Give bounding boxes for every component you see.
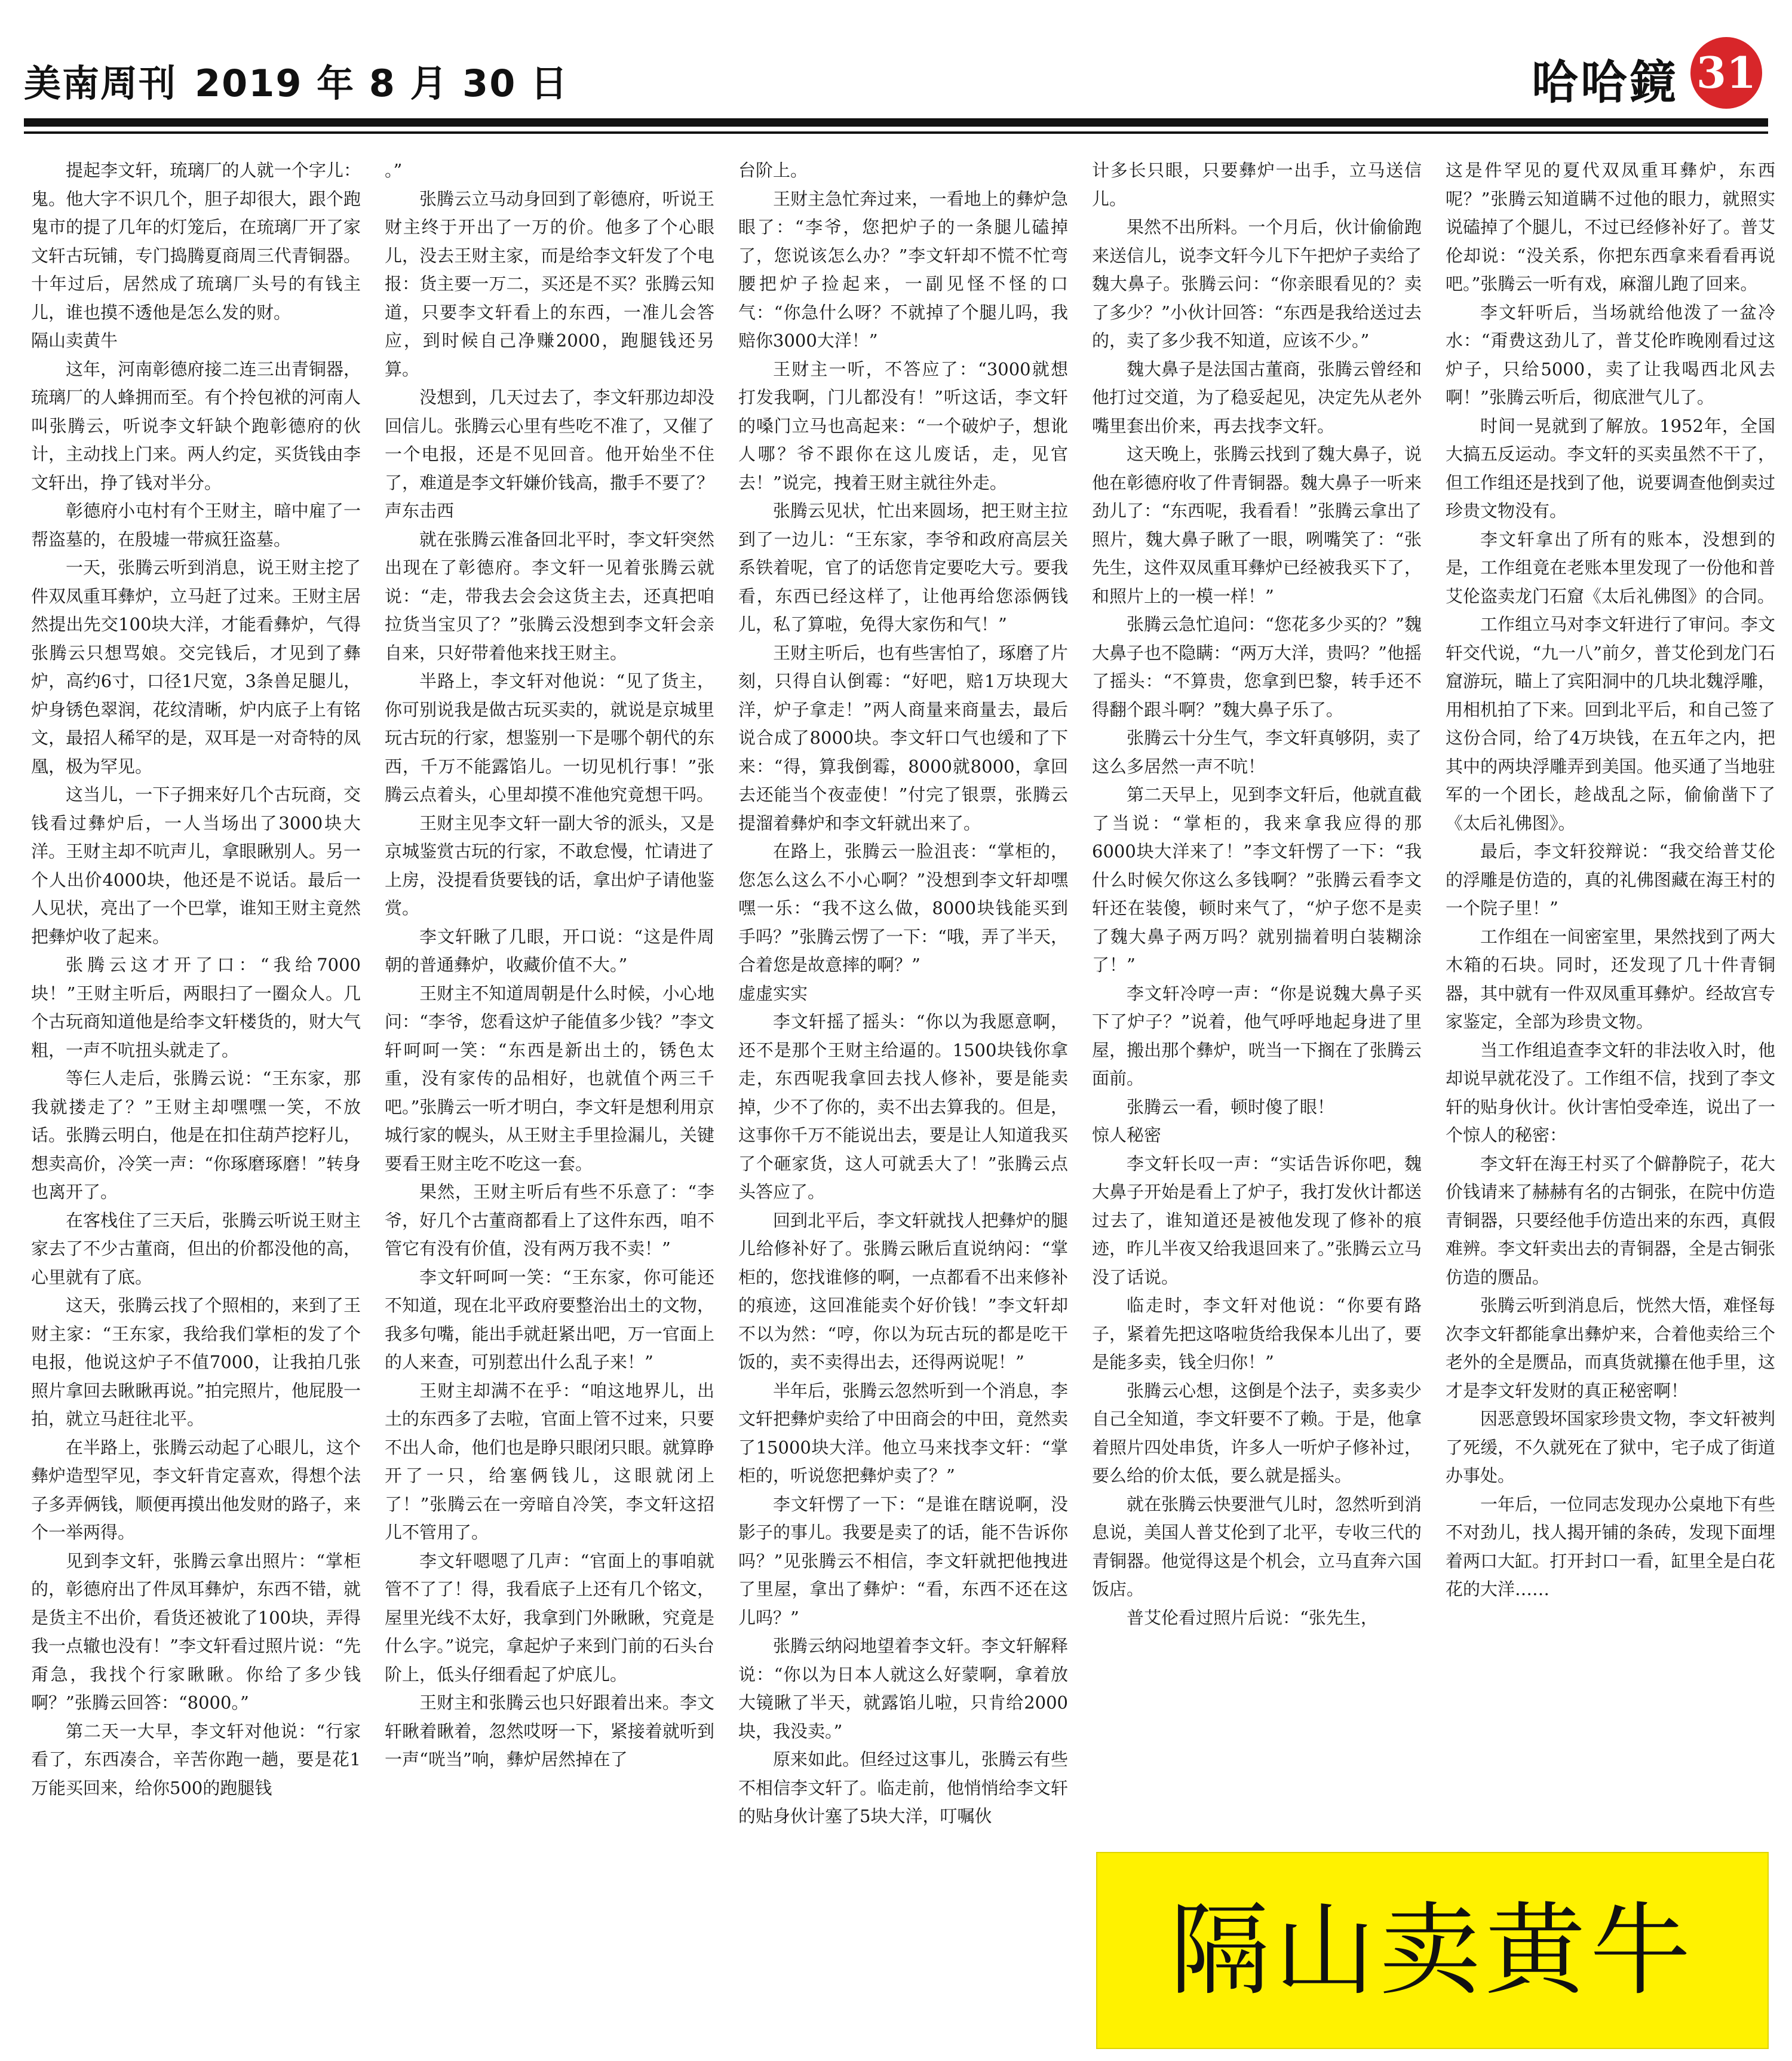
article-paragraph: 张腾云心想，这倒是个法子，卖多卖少自己全知道，李文轩要不了赖。于是，他拿着照片四处串货，许多人一听炉子修补过，要么给的价太低，要么就是摇头。 xyxy=(1092,1380,1422,1486)
header-rule-thick xyxy=(24,118,1768,127)
article-column-1 xyxy=(31,157,361,2038)
article-paragraph: 工作组立马对李文轩进行了审问。李文轩交代说，“九一八”前夕，普艾伦到龙门石窟游玩，瞄上了宾阳洞中的几块北魏浮雕，用相机拍了下来。回到北平后，和自己签了这份合同，给了4万块钱，在五年之内，把其中的两块浮雕弄到美国。他买通了当地驻军的一个团长，趁战乱之际，偷偷凿下了《太后礼佛图》。 xyxy=(1446,614,1775,833)
article-paragraph: 一天，张腾云听到消息，说王财主挖了件双凤重耳彝炉，立马赶了过来。王财主居然提出先交100块大洋，才能看彝炉，气得张腾云只想骂娘。交完钱后，才见到了彝炉，高约6寸，口径1尺宽，3条兽足腿儿，炉身锈色翠润，花纹清晰，炉内底子上有铭文，最招人稀罕的是，双耳是一对奇特的凤凰，极为罕见。 xyxy=(31,557,361,777)
article-paragraph: 这天晚上，张腾云找到了魏大鼻子，说他在彰德府收了件青铜器。魏大鼻子一听来劲儿了：“东西呢，我看看！”张腾云拿出了照片，魏大鼻子瞅了一眼，咧嘴笑了：“张先生，这件双凤重耳彝炉已经被我买下了，和照片上的一模一样！” xyxy=(1092,444,1422,606)
article-paragraph: 张腾云一看，顿时傻了眼！ xyxy=(1127,1096,1335,1117)
article-paragraph: 王财主不知道周朝是什么时候，小心地问：“李爷，您看这炉子能值多少钱？”李文轩呵呵一笑：“东西是新出土的，锈色太重，没有家传的品相好，也就值个两三千吧。”张腾云一听才明白，李文轩是想利用京城行家的幌头，从王财主手里捡漏儿，关键要看王财主吃不吃这一套。 xyxy=(385,983,714,1174)
publication-name: 美南周刊 xyxy=(24,62,177,105)
article-paragraph: 第二天早上，见到李文轩后，他就直截了当说：“掌柜的，我来拿我应得的那6000块大洋来了！”李文轩愣了一下：“我什么时候欠你这么多钱啊？”张腾云看李文轩还在装傻，顿时来气了，“炉子您不是卖了魏大鼻子两万吗？就别揣着明白装糊涂了！” xyxy=(1092,784,1422,975)
article-paragraph: 台阶上。 xyxy=(738,160,808,180)
article-paragraph: 就在张腾云准备回北平时，李文轩突然出现在了彰德府。李文轩一见着张腾云就说：“走，带我去会会这货主去，还真把咱拉货当宝贝了？”张腾云没想到李文轩会亲自来，只好带着他来找王财主。 xyxy=(385,529,714,663)
article-paragraph: 。” xyxy=(385,160,403,180)
article-paragraph: 见到李文轩，张腾云拿出照片：“掌柜的，彰德府出了件凤耳彝炉，东西不错，就是货主不出价，看货还被讹了100块，弄得我一点辙也没有！”李文轩看过照片说：“先甭急，我找个行家瞅瞅。你给了多少钱啊？”张腾云回答：“8000。” xyxy=(31,1550,361,1713)
header-rule-thin xyxy=(24,131,1768,134)
article-paragraph: 王财主见李文轩一副大爷的派头，又是京城鉴赏古玩的行家，不敢怠慢，忙请进了上房，没提看货要钱的话，拿出炉子请他鉴赏。 xyxy=(385,812,714,918)
article-paragraph: 原来如此。但经过这事儿，张腾云有些不相信李文轩了。临走前，他悄悄给李文轩的贴身伙计塞了5块大洋，叮嘱伙 xyxy=(738,1749,1068,1826)
article-paragraph: 普艾伦看过照片后说：“张先生， xyxy=(1127,1607,1378,1628)
article-column-2 xyxy=(385,157,714,2038)
article-paragraph: 李文轩冷哼一声：“你是说魏大鼻子买下了炉子？”说着，他气呼呼地起身进了里屋，搬出那个彝炉，咣当一下搁在了张腾云面前。 xyxy=(1092,983,1422,1088)
article-paragraph: 张腾云听到消息后，恍然大悟，难怪每次李文轩都能拿出彝炉来，合着他卖给三个老外的全是赝品，而真货就攥在他手里，这才是李文轩发财的真正秘密啊！ xyxy=(1446,1295,1775,1401)
article-paragraph: 时间一晃就到了解放。1952年，全国大搞五反运动。李文轩的买卖虽然不干了，但工作组还是找到了他，说要调查他倒卖过珍贵文物没有。 xyxy=(1446,415,1775,521)
article-paragraph: 王财主却满不在乎：“咱这地界儿，出土的东西多了去啦，官面上管不过来，只要不出人命，他们也是睁只眼闭只眼。就算睁开了一只，给塞俩钱儿，这眼就闭上了！”张腾云在一旁暗自冷笑，李文轩这招儿不管用了。 xyxy=(385,1380,714,1542)
article-paragraph: 果然，王财主听后有些不乐意了：“李爷，好几个古董商都看上了这件东西，咱不管它有没有价值，没有两万我不卖！” xyxy=(385,1182,714,1259)
article-paragraph: 王财主听后，也有些害怕了，琢磨了片刻，只得自认倒霉：“好吧，赔1万块现大洋，炉子拿走！”两人商量来商量去，最后说合成了8000块。李文轩口气也缓和了下来：“得，算我倒霉，8000就8000，拿回去还能当个夜壶使！”付完了银票，张腾云提溜着彝炉和李文轩就出来了。 xyxy=(738,642,1068,833)
article-subheading: 惊人秘密 xyxy=(1092,1125,1162,1145)
article-paragraph: 就在张腾云快要泄气儿时，忽然听到消息说，美国人普艾伦到了北平，专收三代的青铜器。他觉得这是个机会，立马直奔六国饭店。 xyxy=(1092,1493,1422,1599)
article-paragraph: 因恶意毁坏国家珍贵文物，李文轩被判了死缓，不久就死在了狱中，宅子成了街道办事处。 xyxy=(1446,1409,1775,1486)
article-paragraph: 提起李文轩，琉璃厂的人就一个字儿：鬼。他大字不识几个，胆子却很大，跟个跑鬼市的提了几年的灯笼后，在琉璃厂开了家文轩古玩铺，专门捣腾夏商周三代青铜器。十年过后，居然成了琉璃厂头号的有钱主儿，谁也摸不透他是怎么发的财。 xyxy=(31,160,361,323)
article-paragraph: 李文轩听后，当场就给他泼了一盆冷水：“甭费这劲儿了，普艾伦昨晚刚看过这炉子，只给5000，卖了让我喝西北风去啊！”张腾云听后，彻底泄气儿了。 xyxy=(1446,302,1775,407)
article-paragraph: 张腾云这才开了口：“我给7000块！”王财主听后，两眼扫了一圈众人。几个古玩商知道他是给李文轩楼货的，财大气粗，一声不吭扭头就走了。 xyxy=(31,955,361,1060)
article-paragraph: 半年后，张腾云忽然听到一个消息，李文轩把彝炉卖给了中田商会的中田，竟然卖了15000块大洋。他立马来找李文轩：“掌柜的，听说您把彝炉卖了？” xyxy=(738,1380,1068,1486)
article-paragraph: 临走时，李文轩对他说：“你要有路子，紧着先把这咯啦货给我保本儿出了，要是能多卖，钱全归你！” xyxy=(1092,1295,1422,1372)
article-paragraph: 等仨人走后，张腾云说：“王东家，那我就搂走了？”王财主却嘿嘿一笑，不放话。张腾云明白，他是在扣住葫芦挖籽儿，想卖高价，冷笑一声：“你琢磨琢磨！”转身也离开了。 xyxy=(31,1068,361,1202)
article-paragraph: 在客栈住了三天后，张腾云听说王财主家去了不少古董商，但出的价都没他的高，心里就有了底。 xyxy=(31,1210,361,1287)
article-paragraph: 李文轩摇了摇头：“你以为我愿意啊，还不是那个王财主给逼的。1500块钱你拿走，东西呢我拿回去找人修补，要是能卖掉，少不了你的，卖不出去算我的。但是，这事你千万不能说出去，要是让人知道我买了个砸家货，这人可就丢大了！”张腾云点头答应了。 xyxy=(738,1011,1068,1202)
article-paragraph: 这当儿，一下子拥来好几个古玩商，交钱看过彝炉后，一人当场出了3000块大洋。王财主却不吭声儿，拿眼瞅别人。另一个人出价4000块，他还是不说话。最后一人见状，亮出了一个巴掌，谁知王财主竟然把彝炉收了起来。 xyxy=(31,784,361,947)
article-subheading: 声东击西 xyxy=(385,501,455,521)
article-paragraph: 第二天一大早，李文轩对他说：“行家看了，东西凑合，辛苦你跑一趟，要是花1万能买回来，给你500的跑腿钱 xyxy=(31,1720,361,1798)
article-paragraph: 这天，张腾云找了个照相的，来到了王财主家：“王东家，我给我们掌柜的发了个电报，他说这炉子不值7000，让我拍几张照片拿回去瞅瞅再说。”拍完照片，他屁股一拍，就立马赶往北平。 xyxy=(31,1295,361,1429)
article-columns xyxy=(24,157,1775,2038)
article-paragraph: 张腾云十分生气，李文轩真够阴，卖了这么多居然一声不吭！ xyxy=(1092,728,1422,777)
masthead xyxy=(24,54,569,107)
article-column-3 xyxy=(738,157,1068,2038)
article-paragraph: 最后，李文轩狡辩说：“我交给普艾伦的浮雕是仿造的，真的礼佛图藏在海王村的一个院子里！” xyxy=(1446,841,1775,918)
article-column-5 xyxy=(1446,157,1775,1746)
article-title: 隔山卖黄牛 xyxy=(1170,1892,1695,2009)
article-paragraph: 李文轩长叹一声：“实话告诉你吧，魏大鼻子开始是看上了炉子，我打发伙计都送过去了，谁知道还是被他发现了修补的痕迹，昨儿半夜又给我退回来了。”张腾云立马没了话说。 xyxy=(1092,1153,1422,1287)
article-paragraph: 张腾云急忙追问：“您花多少买的？”魏大鼻子也不隐瞒：“两万大洋，贵吗？”他摇了摇头：“不算贵，您拿到巴黎，转手还不得翻个跟斗啊？”魏大鼻子乐了。 xyxy=(1092,614,1422,720)
article-paragraph: 彰德府小屯村有个王财主，暗中雇了一帮盗墓的，在殷墟一带疯狂盗墓。 xyxy=(31,501,361,550)
article-paragraph: 一年后，一位同志发现办公桌地下有些不对劲儿，找人揭开铺的条砖，发现下面埋着两口大缸。打开封口一看，缸里全是白花花的大洋…… xyxy=(1446,1493,1775,1599)
article-paragraph: 没想到，几天过去了，李文轩那边却没回信儿。张腾云心里有些吃不准了，又催了一个电报，还是不见回音。他开始坐不住了，难道是李文轩嫌价钱高，撒手不要了？ xyxy=(385,387,714,493)
article-paragraph: 李文轩拿出了所有的账本，没想到的是，工作组竟在老账本里发现了一份他和普艾伦盗卖龙门石窟《太后礼佛图》的合同。 xyxy=(1446,529,1775,606)
article-paragraph: 李文轩呵呵一笑：“王东家，你可能还不知道，现在北平政府要整治出土的文物，我多句嘴，能出手就赶紧出吧，万一官面上的人来查，可别惹出什么乱子来！” xyxy=(385,1266,714,1372)
article-paragraph: 在半路上，张腾云动起了心眼儿，这个彝炉造型罕见，李文轩肯定喜欢，得想个法子多弄俩钱，顺便再摸出他发财的路子，来个一举两得。 xyxy=(31,1437,361,1542)
article-paragraph: 张腾云纳闷地望着李文轩。李文轩解释说：“你以为日本人就这么好蒙啊，拿着放大镜瞅了半天，就露馅儿啦，只肯给2000块，我没卖。” xyxy=(738,1636,1068,1741)
article-paragraph: 计多长只眼，只要彝炉一出手，立马送信儿。 xyxy=(1092,160,1422,209)
article-paragraph: 工作组在一间密室里，果然找到了两大木箱的石块。同时，还发现了几十件青铜器，其中就有一件双凤重耳彝炉。经故宫专家鉴定，全部为珍贵文物。 xyxy=(1446,926,1775,1032)
article-paragraph: 这是件罕见的夏代双凤重耳彝炉，东西呢？”张腾云知道瞒不过他的眼力，就照实说磕掉了个腿儿，不过已经修补好了。普艾伦却说：“没关系，你把东西拿来看看再说吧。”张腾云一听有戏，麻溜儿跑了回来。 xyxy=(1446,160,1775,294)
article-paragraph: 张腾云立马动身回到了彰德府，听说王财主终于开出了一万的价。他多了个心眼儿，没去王财主家，而是给李文轩发了个电报：货主要一万二，买还是不买？张腾云知道，只要李文轩看上的东西，一准儿会答应，到时候自己净赚2000，跑腿钱还另算。 xyxy=(385,188,714,379)
article-paragraph: 李文轩愣了一下：“是谁在瞎说啊，没影子的事儿。我要是卖了的话，能不告诉你吗？”见张腾云不相信，李文轩就把他拽进了里屋，拿出了彝炉：“看，东西不还在这儿吗？” xyxy=(738,1493,1068,1628)
article-title-box xyxy=(1096,1852,1769,2049)
article-paragraph: 王财主和张腾云也只好跟着出来。李文轩瞅着瞅着，忽然哎呀一下，紧接着就听到一声“咣当”响，彝炉居然掉在了 xyxy=(385,1692,714,1769)
page-header xyxy=(24,12,1768,125)
article-paragraph: 在路上，张腾云一脸沮丧：“掌柜的，您怎么这么不小心啊？”没想到李文轩却嘿嘿一乐：“我不这么做，8000块钱能买到手吗？”张腾云愣了一下：“哦，弄了半天，合着您是故意摔的啊？” xyxy=(738,841,1068,975)
article-paragraph: 王财主一听，不答应了：“3000就想打发我啊，门儿都没有！”听这话，李文轩的嗓门立马也高起来：“一个破炉子，想讹人哪？爷不跟你在这儿废话，走，见官去！”说完，拽着王财主就往外走。 xyxy=(738,358,1068,493)
article-paragraph: 当工作组追查李文轩的非法收入时，他却说早就花没了。工作组不信，找到了李文轩的贴身伙计。伙计害怕受牵连，说出了一个惊人的秘密： xyxy=(1446,1039,1775,1145)
article-paragraph: 魏大鼻子是法国古董商，张腾云曾经和他打过交道，为了稳妥起见，决定先从老外嘴里套出价来，再去找李文轩。 xyxy=(1092,358,1422,436)
section-title: 哈哈鏡 xyxy=(1531,56,1679,110)
article-paragraph: 王财主急忙奔过来，一看地上的彝炉急眼了：“李爷，您把炉子的一条腿儿磕掉了，您说该怎么办？”李文轩却不慌不忙弯腰把炉子捡起来，一副见怪不怪的口气：“你急什么呀？不就掉了个腿儿吗，我赔你3000大洋！” xyxy=(738,188,1068,351)
article-paragraph: 张腾云见状，忙出来圆场，把王财主拉到了一边儿：“王东家，李爷和政府高层关系铁着呢，官了的话您肯定要吃大亏。要我看，东西已经这样了，让他再给您添俩钱儿，私了算啦，免得大家伤和气！” xyxy=(738,501,1068,634)
article-paragraph: 李文轩在海王村买了个僻静院子，花大价钱请来了赫赫有名的古铜张，在院中仿造青铜器，只要经他手仿造出来的东西，真假难辨。李文轩卖出去的青铜器，全是古铜张仿造的赝品。 xyxy=(1446,1153,1775,1287)
article-column-4 xyxy=(1092,157,1422,2038)
article-paragraph: 回到北平后，李文轩就找人把彝炉的腿儿给修补好了。张腾云瞅后直说纳闷：“掌柜的，您找谁修的啊，一点都看不出来修补的痕迹，这回准能卖个好价钱！”李文轩却不以为然：“哼，你以为玩古玩的都是吃干饭的，卖不卖得出去，还得两说呢！” xyxy=(738,1210,1068,1372)
page-number-badge: 31 xyxy=(1690,37,1762,109)
article-paragraph: 李文轩瞅了几眼，开口说：“这是件周朝的普通彝炉，收藏价值不大。” xyxy=(385,926,714,975)
article-subheading: 虚虚实实 xyxy=(738,983,808,1004)
article-paragraph: 果然不出所料。一个月后，伙计偷偷跑来送信儿，说李文轩今儿下午把炉子卖给了魏大鼻子。张腾云问：“你亲眼看见的？卖了多少？”小伙计回答：“东西是我给送过去的，卖了多少我不知道，应该不少。” xyxy=(1092,217,1422,351)
article-paragraph: 李文轩嗯嗯了几声：“官面上的事咱就管不了了！得，我看底子上还有几个铭文，屋里光线不太好，我拿到门外瞅瞅，究竟是什么字。”说完，拿起炉子来到门前的石头台阶上，低头仔细看起了炉底儿。 xyxy=(385,1550,714,1685)
issue-date: 2019 年 8 月 30 日 xyxy=(195,62,569,105)
article-subheading: 隔山卖黄牛 xyxy=(31,330,118,351)
article-paragraph: 半路上，李文轩对他说：“见了货主，你可别说我是做古玩买卖的，就说是京城里玩古玩的行家，想鉴别一下是哪个朝代的东西，千万不能露馅儿。一切见机行事！”张腾云点着头，心里却摸不准他究竟想干吗。 xyxy=(385,671,714,805)
article-paragraph: 这年，河南彰德府接二连三出青铜器，琉璃厂的人蜂拥而至。有个拎包袱的河南人叫张腾云，听说李文轩缺个跑彰德府的伙计，主动找上门来。两人约定，买货钱由李文轩出，挣了钱对半分。 xyxy=(31,358,361,493)
